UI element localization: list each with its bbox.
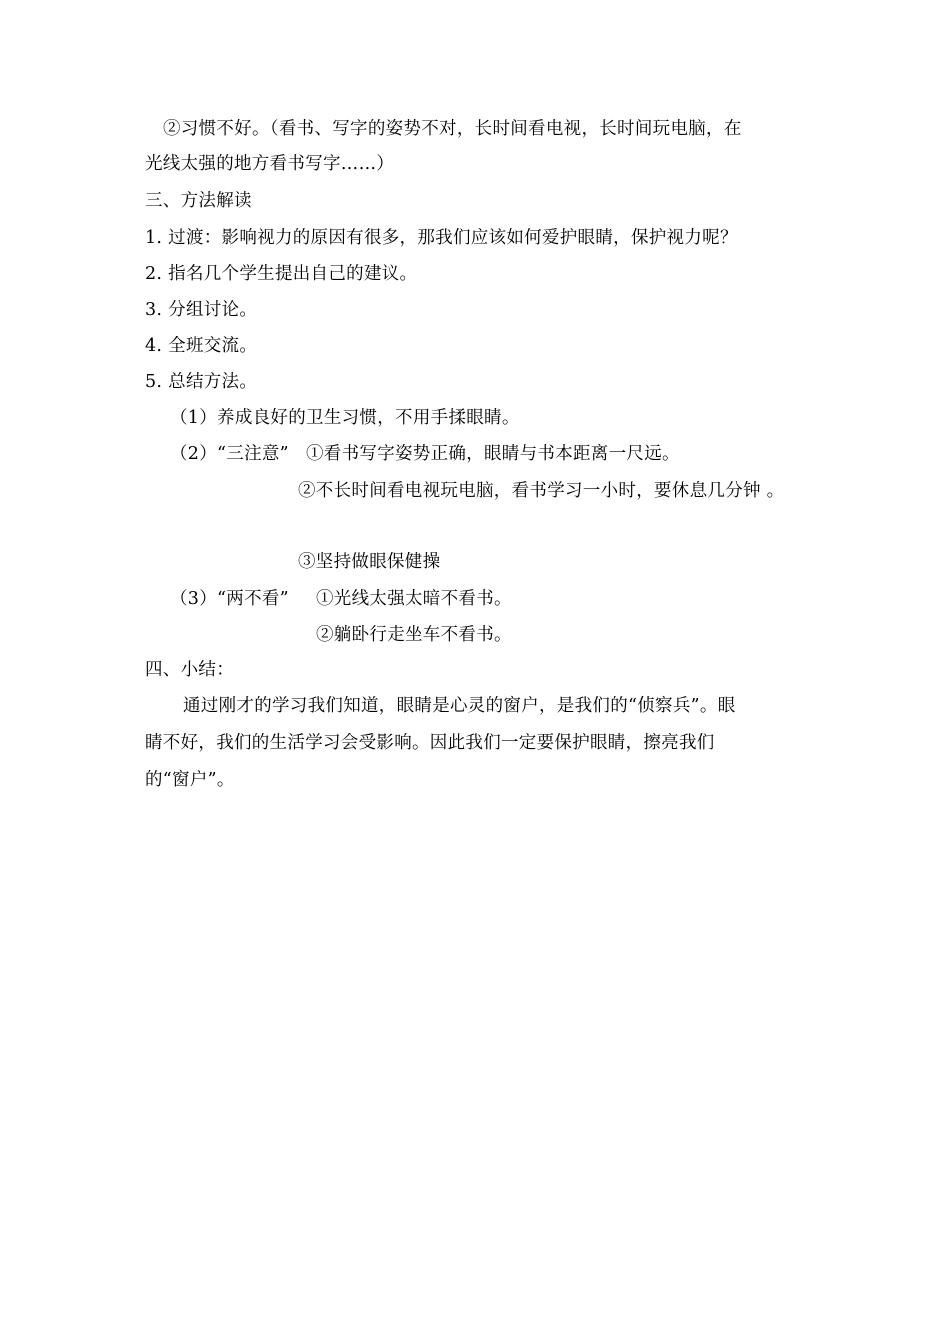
method-2-item-c: ③坚持做眼保健操 [298,552,441,572]
step-5: 5. 总结方法。 [145,372,258,392]
section-4-heading: 四、小结： [145,660,234,680]
summary-line-1: 通过刚才的学习我们知道，眼睛是心灵的窗户，是我们的“侦察兵”。眼 [183,696,736,716]
summary-line-2: 睛不好，我们的生活学习会受影响。因此我们一定要保护眼睛，擦亮我们 [145,733,715,753]
habit-line-1: ②习惯不好。（看书、写字的姿势不对，长时间看电视，长时间玩电脑，在 [163,119,742,139]
habit-line-2: 光线太强的地方看书写字……） [145,154,395,174]
method-2-label: （2）“三注意” [170,444,289,464]
method-2-item-a: ①看书写字姿势正确，眼睛与书本距离一尺远。 [306,444,680,464]
step-3: 3. 分组讨论。 [145,300,258,320]
method-3-item-b: ②躺卧行走坐车不看书。 [316,625,512,645]
summary-line-3: 的“窗户”。 [145,770,235,790]
method-1: （1）养成良好的卫生习惯，不用手揉眼睛。 [170,408,520,428]
method-2-item-b: ②不长时间看电视玩电脑，看书学习一小时，要休息几分钟 。 [298,481,785,501]
method-3-label: （3）“两不看” [170,589,289,609]
step-1: 1. 过渡：影响视力的原因有很多，那我们应该如何爱护眼睛，保护视力呢？ [145,228,738,248]
method-3-item-a: ①光线太强太暗不看书。 [316,589,512,609]
step-4: 4. 全班交流。 [145,336,258,356]
step-2: 2. 指名几个学生提出自己的建议。 [145,264,418,284]
section-3-heading: 三、方法解读 [145,191,252,211]
